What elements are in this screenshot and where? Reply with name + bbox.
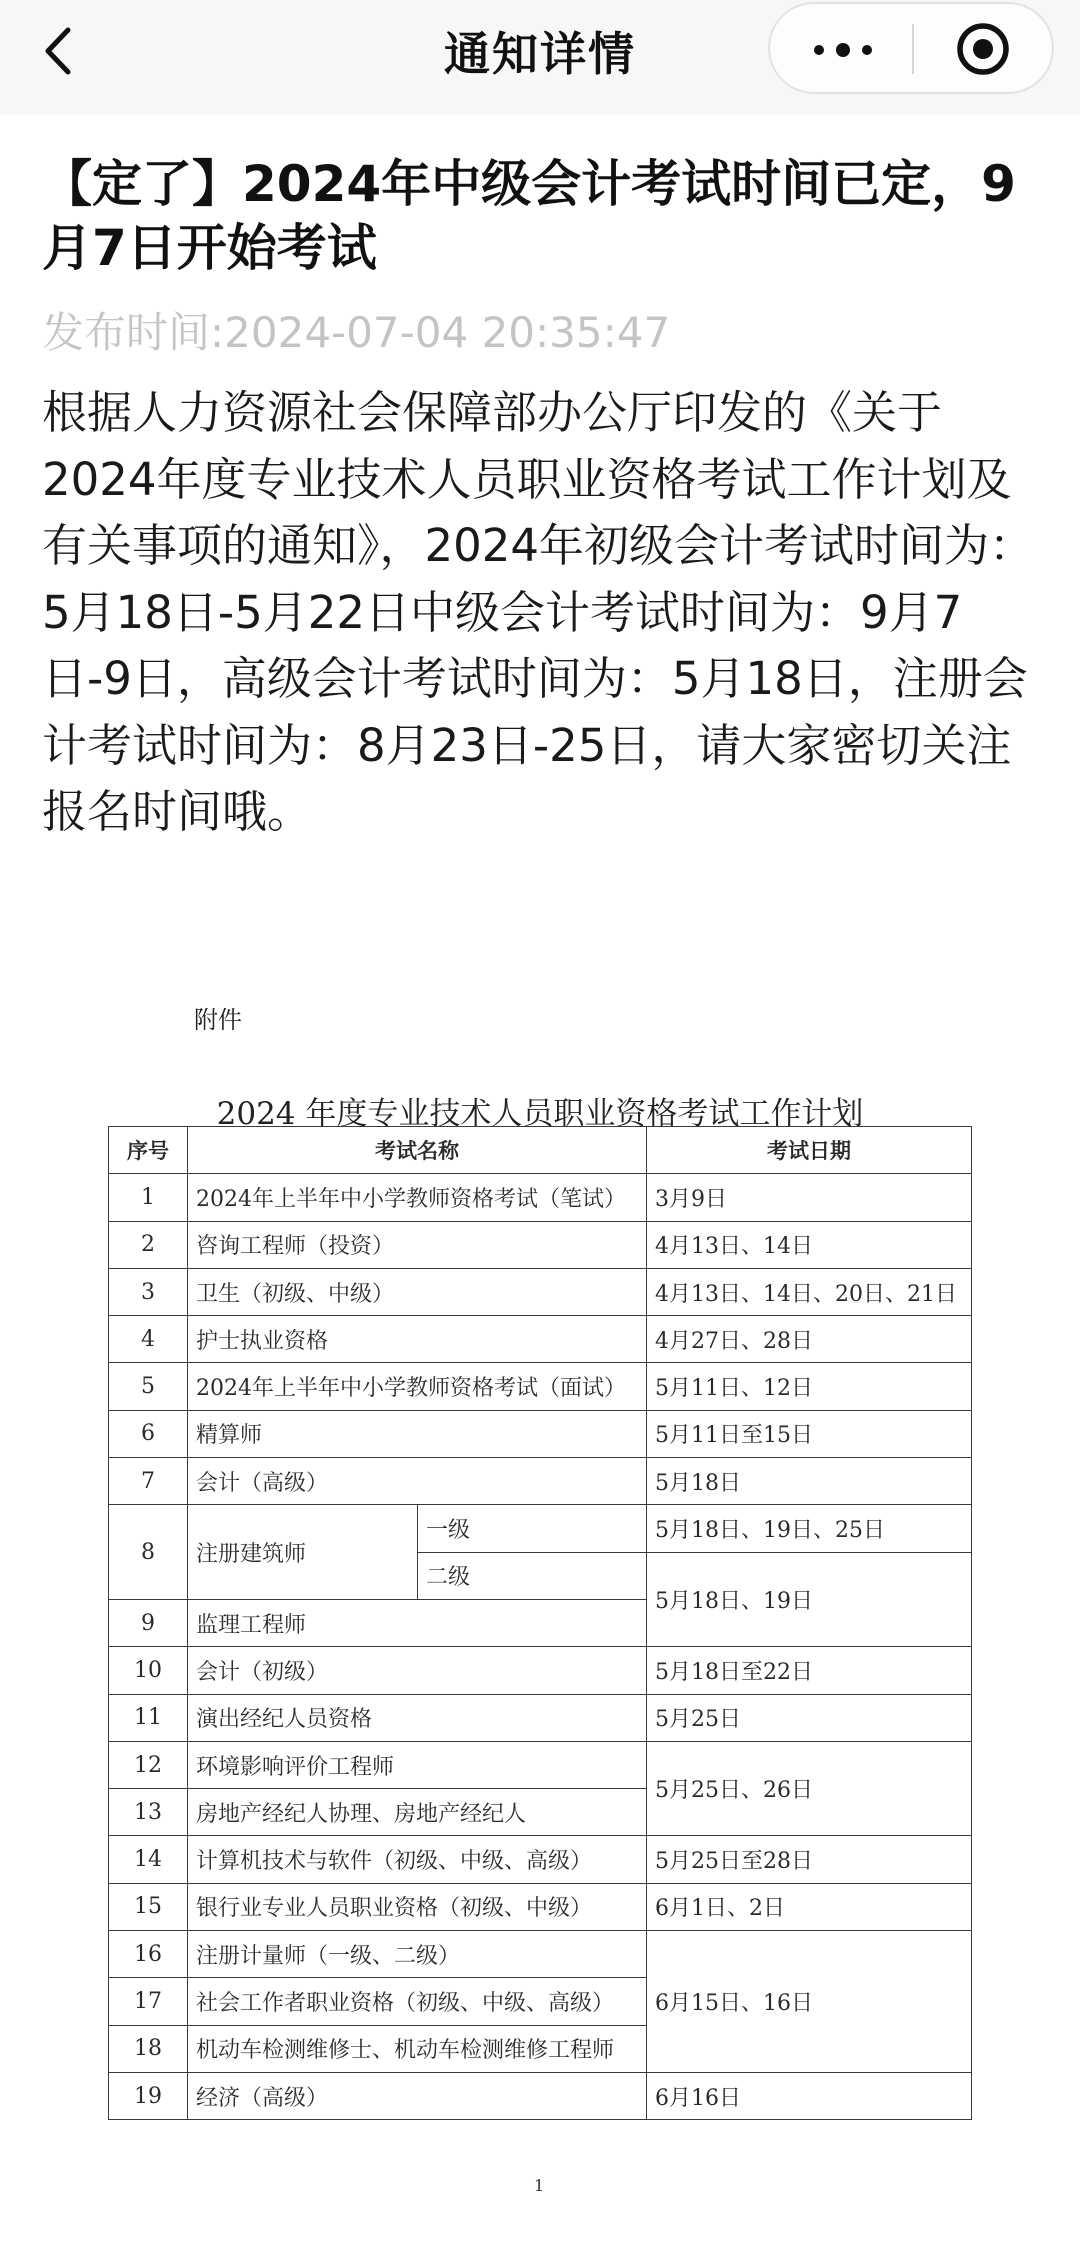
close-button[interactable] bbox=[915, 4, 1053, 92]
table-row bbox=[109, 1505, 972, 1552]
row-date: 5月18日至22日 bbox=[647, 1647, 972, 1694]
attachment-document-image[interactable] bbox=[0, 960, 1080, 2251]
table-row bbox=[109, 1316, 972, 1363]
row-no: 9 bbox=[109, 1599, 188, 1646]
row-date: 4月13日、14日 bbox=[647, 1221, 972, 1268]
row-date: 5月25日至28日 bbox=[647, 1836, 972, 1883]
row-no: 7 bbox=[109, 1458, 188, 1505]
row-name: 银行业专业人员职业资格（初级、中级） bbox=[188, 1883, 647, 1930]
row-name: 会计（高级） bbox=[188, 1458, 647, 1505]
header-name: 考试名称 bbox=[188, 1127, 647, 1174]
row-date: 5月18日、19日 bbox=[647, 1552, 972, 1647]
table-row bbox=[109, 1410, 972, 1457]
publish-time: 发布时间:2024-07-04 20:35:47 bbox=[42, 308, 671, 357]
row-date: 6月16日 bbox=[647, 2072, 972, 2119]
row-name: 房地产经纪人协理、房地产经纪人 bbox=[188, 1789, 647, 1836]
row-no: 17 bbox=[109, 1978, 188, 2025]
row-date: 5月18日 bbox=[647, 1458, 972, 1505]
row-no: 19 bbox=[109, 2072, 188, 2119]
row-no: 18 bbox=[109, 2025, 188, 2072]
row-name: 环境影响评价工程师 bbox=[188, 1741, 647, 1788]
row-no: 5 bbox=[109, 1363, 188, 1410]
row-date: 6月15日、16日 bbox=[647, 1931, 972, 2073]
row-name: 演出经纪人员资格 bbox=[188, 1694, 647, 1741]
row-name: 监理工程师 bbox=[188, 1599, 647, 1646]
table-row bbox=[109, 1221, 972, 1268]
page-title: 通知详情 bbox=[444, 27, 636, 81]
more-dots-icon bbox=[812, 43, 874, 57]
row-name: 社会工作者职业资格（初级、中级、高级） bbox=[188, 1978, 647, 2025]
header-no: 序号 bbox=[109, 1127, 188, 1174]
row-no: 4 bbox=[109, 1316, 188, 1363]
table-row bbox=[109, 1363, 972, 1410]
row-date: 5月11日、12日 bbox=[647, 1363, 972, 1410]
row-date: 6月1日、2日 bbox=[647, 1883, 972, 1930]
attachment-label: 附件 bbox=[194, 1006, 242, 1034]
table-row bbox=[109, 1694, 972, 1741]
exam-plan-table bbox=[108, 1126, 972, 2120]
row-date: 5月18日、19日、25日 bbox=[647, 1505, 972, 1552]
table-row bbox=[109, 1647, 972, 1694]
row-no: 12 bbox=[109, 1741, 188, 1788]
capsule-divider bbox=[912, 24, 914, 74]
table-row bbox=[109, 1931, 972, 1978]
row-no: 8 bbox=[109, 1505, 188, 1600]
page-number: 1 bbox=[534, 2176, 545, 2195]
top-nav-bar bbox=[0, 0, 1080, 115]
row-no: 16 bbox=[109, 1931, 188, 1978]
row-no: 3 bbox=[109, 1268, 188, 1315]
row-subname: 二级 bbox=[418, 1552, 647, 1599]
row-no: 15 bbox=[109, 1883, 188, 1930]
row-name: 会计（初级） bbox=[188, 1647, 647, 1694]
table-header-row bbox=[109, 1127, 972, 1174]
row-date: 3月9日 bbox=[647, 1174, 972, 1221]
mini-program-capsule bbox=[768, 2, 1054, 94]
row-name: 经济（高级） bbox=[188, 2072, 647, 2119]
row-date: 5月25日 bbox=[647, 1694, 972, 1741]
row-name: 卫生（初级、中级） bbox=[188, 1268, 647, 1315]
row-name: 护士执业资格 bbox=[188, 1316, 647, 1363]
row-no: 6 bbox=[109, 1410, 188, 1457]
table-row bbox=[109, 1174, 972, 1221]
header-date: 考试日期 bbox=[647, 1127, 972, 1174]
row-name: 注册计量师（一级、二级） bbox=[188, 1931, 647, 1978]
row-no: 13 bbox=[109, 1789, 188, 1836]
row-name: 注册建筑师 bbox=[188, 1505, 418, 1600]
table-row bbox=[109, 1836, 972, 1883]
table-row bbox=[109, 1741, 972, 1788]
article-title: 【定了】2024年中级会计考试时间已定，9月7日开始考试 bbox=[42, 155, 1016, 277]
table-row bbox=[109, 1883, 972, 1930]
row-name: 咨询工程师（投资） bbox=[188, 1221, 647, 1268]
article-body: 根据人力资源社会保障部办公厅印发的《关于2024年度专业技术人员职业资格考试工作计划及有关事项的通知》，2024年初级会计考试时间为：5月18日-5月22日中级会计考试时间为：9月7日-9日，高级会计考试时间为：5月18日，注册会计考试时间为：8月23日-25日，请大家密切关注报名时间哦。 bbox=[42, 386, 1035, 838]
table-row bbox=[109, 1268, 972, 1315]
row-name: 计算机技术与软件（初级、中级、高级） bbox=[188, 1836, 647, 1883]
row-date: 5月11日至15日 bbox=[647, 1410, 972, 1457]
table-row bbox=[109, 1458, 972, 1505]
row-no: 11 bbox=[109, 1694, 188, 1741]
row-no: 1 bbox=[109, 1174, 188, 1221]
row-date: 4月13日、14日、20日、21日 bbox=[647, 1268, 972, 1315]
document-heading: 2024 年度专业技术人员职业资格考试工作计划 bbox=[216, 1096, 864, 1132]
row-no: 2 bbox=[109, 1221, 188, 1268]
row-no: 14 bbox=[109, 1836, 188, 1883]
more-button[interactable] bbox=[770, 4, 912, 92]
table-row bbox=[109, 2072, 972, 2119]
row-name: 机动车检测维修士、机动车检测维修工程师 bbox=[188, 2025, 647, 2072]
row-date: 4月27日、28日 bbox=[647, 1316, 972, 1363]
row-date: 5月25日、26日 bbox=[647, 1741, 972, 1836]
row-subname: 一级 bbox=[418, 1505, 647, 1552]
row-no: 10 bbox=[109, 1647, 188, 1694]
row-name: 精算师 bbox=[188, 1410, 647, 1457]
row-name: 2024年上半年中小学教师资格考试（面试） bbox=[188, 1363, 647, 1410]
row-name: 2024年上半年中小学教师资格考试（笔试） bbox=[188, 1174, 647, 1221]
target-close-icon bbox=[955, 21, 1011, 77]
